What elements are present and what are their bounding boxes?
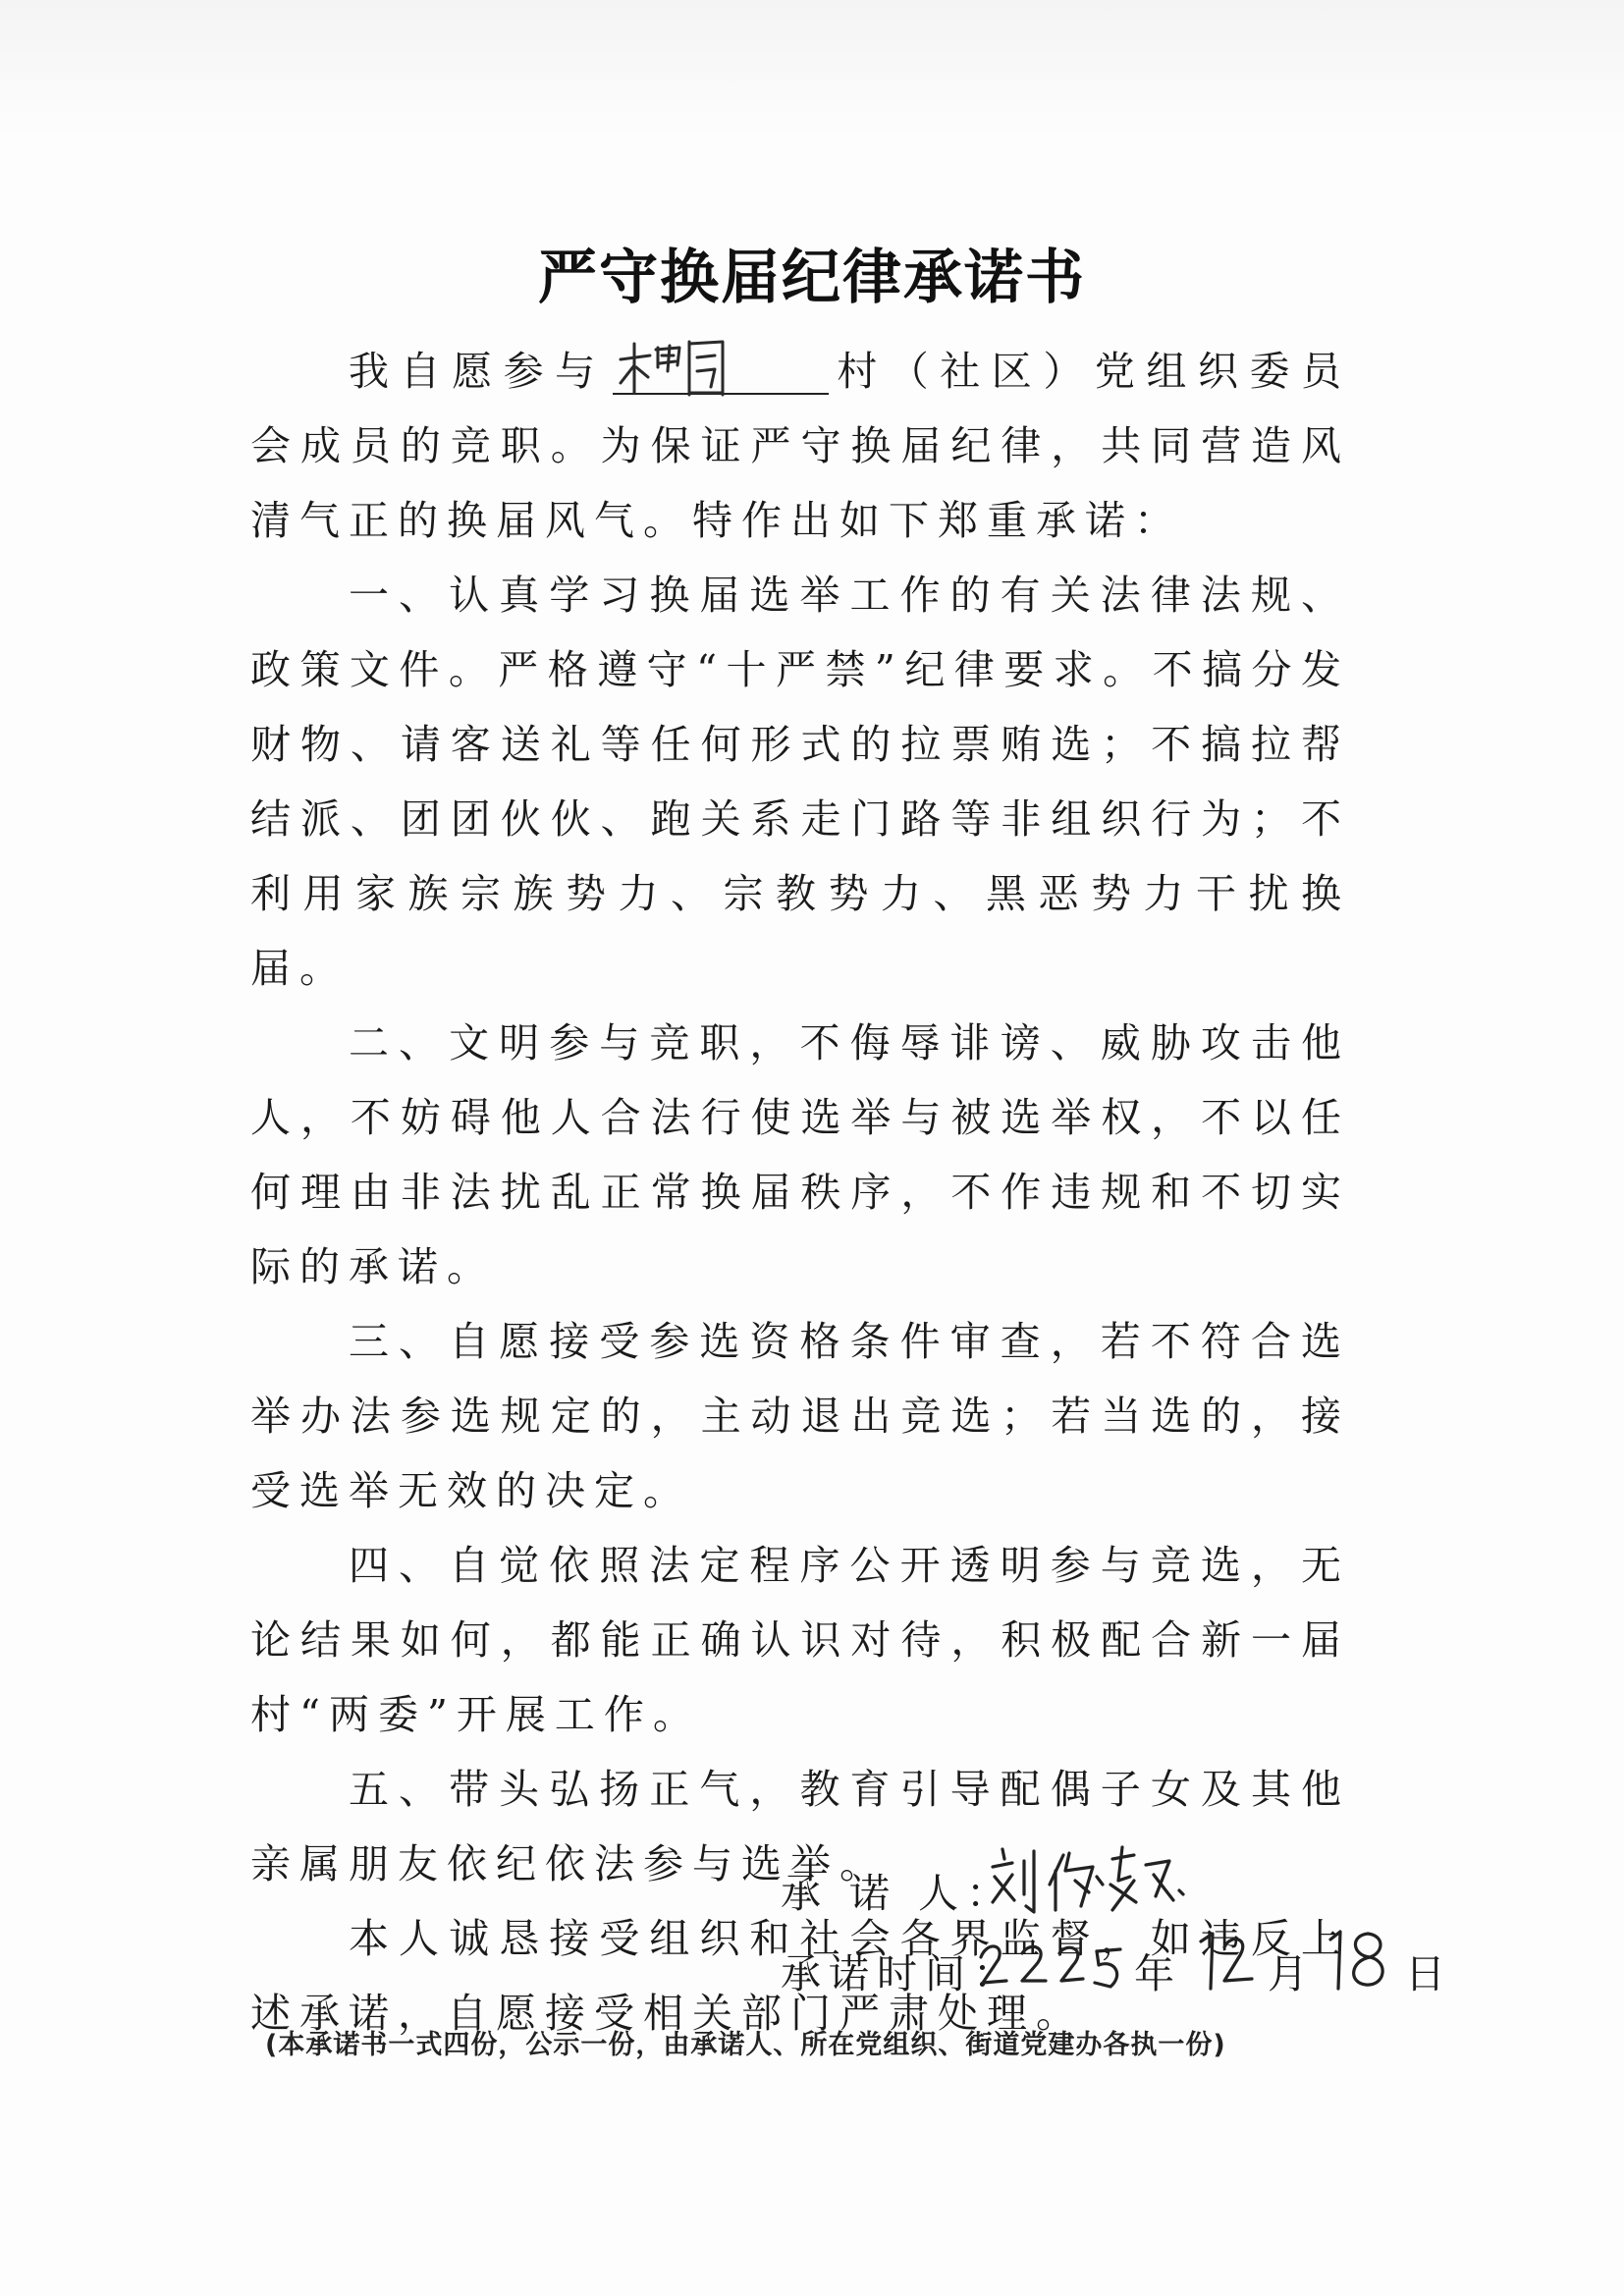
year-handwriting xyxy=(977,1932,1134,2000)
commitment-item-5: 五、带头弘扬正气，教育引导配偶子女及其他亲属朋友依纪依法参与选举。 xyxy=(250,1766,1350,1887)
scan-shadow xyxy=(0,0,1624,137)
village-handwriting xyxy=(613,338,829,397)
signature-block xyxy=(781,1861,1453,2020)
date-row xyxy=(781,1941,1453,2020)
signature-handwriting xyxy=(987,1841,1222,1920)
month-unit: 月 xyxy=(1268,1950,1316,1997)
commitment-item-1: 一、认真学习换届选举工作的有关法律法规、政策文件。严格遵守“十严禁”纪律要求。不搞分发财物、请客送礼等任何形式的拉票贿选；不搞拉帮结派、团团伙伙、跑关系走门路等非组织行为；不利用家族宗族势力、宗教势力、黑恶势力干扰换届。 xyxy=(250,572,1350,992)
date-label: 承诺时间： xyxy=(781,1950,1021,1997)
intro-prefix: 我自愿参与 xyxy=(349,348,607,395)
document-body xyxy=(250,334,1350,2050)
day-handwriting xyxy=(1321,1926,1409,1995)
closing-paragraph: 本人诚恳接受组织和社会各界监督，如违反上述承诺，自愿接受相关部门严肃处理。 xyxy=(250,1915,1350,2037)
signer-label: 承 诺 人： xyxy=(781,1870,1015,1917)
commitment-item-2: 二、文明参与竞职，不侮辱诽谤、威胁攻击他人，不妨碍他人合法行使选举与被选举权，不以任何理由非法扰乱正常换届秩序，不作违规和不切实际的承诺。 xyxy=(250,1019,1350,1290)
day-unit: 日 xyxy=(1405,1950,1453,1997)
village-name-field xyxy=(613,338,829,395)
intro-paragraph xyxy=(250,334,1350,558)
intro-suffix: 村（社区）党组织委员会成员的竞职。为保证严守换届纪律，共同营造风清气正的换届风气。特作出如下郑重承诺： xyxy=(250,348,1351,544)
commitment-item-3: 三、自愿接受参选资格条件审查，若不符合选举办法参选规定的，主动退出竞选；若当选的，接受选举无效的决定。 xyxy=(250,1318,1350,1514)
document-title: 严守换届纪律承诺书 xyxy=(538,244,1086,312)
year-unit: 年 xyxy=(1134,1950,1182,1997)
commitment-item-4: 四、自觉依照法定程序公开透明参与竞选，无论结果如何，都能正确认识对待，积极配合新一届村“两委”开展工作。 xyxy=(250,1542,1350,1738)
signer-row xyxy=(781,1861,1021,1941)
footnote: (本承诺书一式四份，公示一份，由承诺人、所在党组织、街道党建办各执一份) xyxy=(265,2030,1226,2060)
